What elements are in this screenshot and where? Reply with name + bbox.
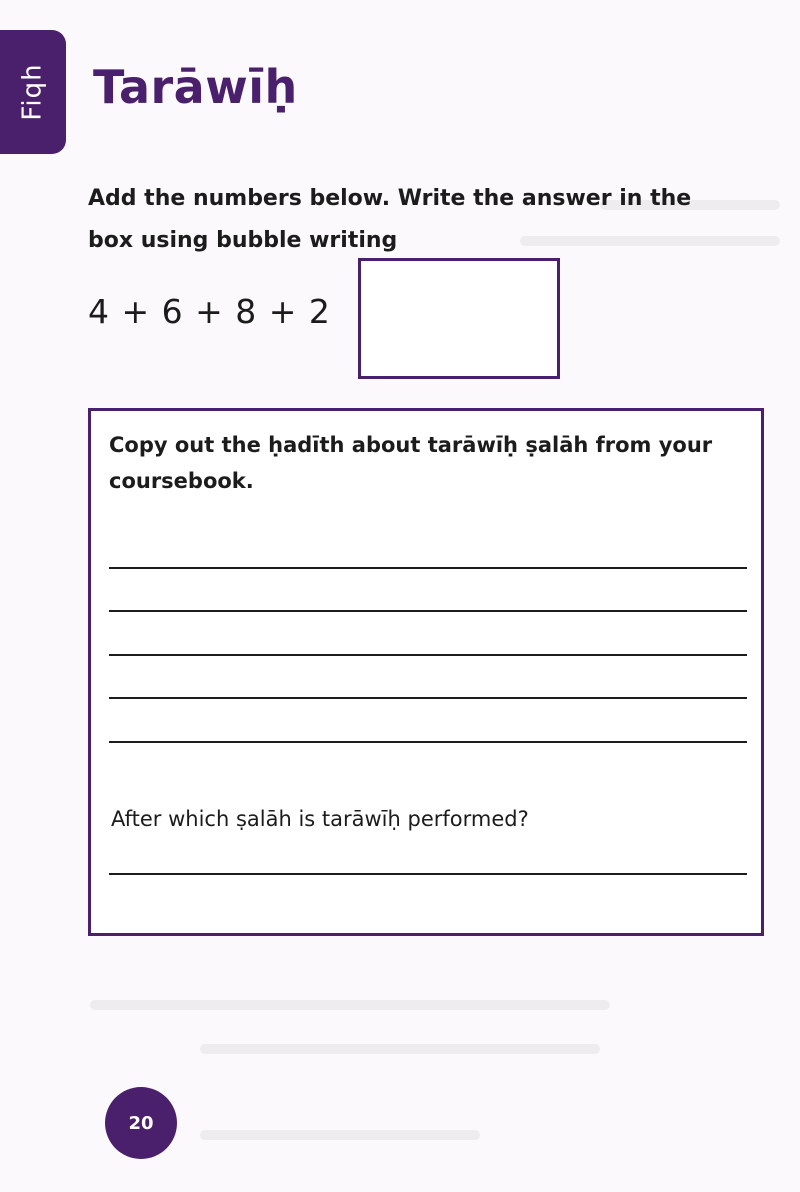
addition-equation: 4 + 6 + 8 + 2 xyxy=(88,292,331,331)
answer-line[interactable] xyxy=(109,697,747,699)
salah-answer-line[interactable] xyxy=(109,873,747,875)
hadith-question: Copy out the ḥadīth about tarāwīḥ ṣalāh from your coursebook. xyxy=(109,433,713,493)
answer-line[interactable] xyxy=(109,567,747,569)
page-number-badge xyxy=(105,1087,177,1159)
hadith-activity-panel xyxy=(88,408,764,936)
show-through-line xyxy=(200,1044,600,1054)
page-title: Tarāwīḥ xyxy=(93,60,298,114)
salah-question: After which ṣalāh is tarāwīḥ performed? xyxy=(111,807,529,831)
answer-line[interactable] xyxy=(109,654,747,656)
answer-line[interactable] xyxy=(109,741,747,743)
show-through-line xyxy=(200,1130,480,1140)
addition-instruction: Add the numbers below. Write the answer in the box using bubble writing xyxy=(88,186,692,253)
show-through-line xyxy=(90,1000,610,1010)
section-tab xyxy=(0,30,66,154)
answer-line[interactable] xyxy=(109,610,747,612)
section-tab-label: Fiqh xyxy=(18,63,48,121)
page-number: 20 xyxy=(128,1112,154,1134)
answer-box[interactable] xyxy=(358,258,560,379)
